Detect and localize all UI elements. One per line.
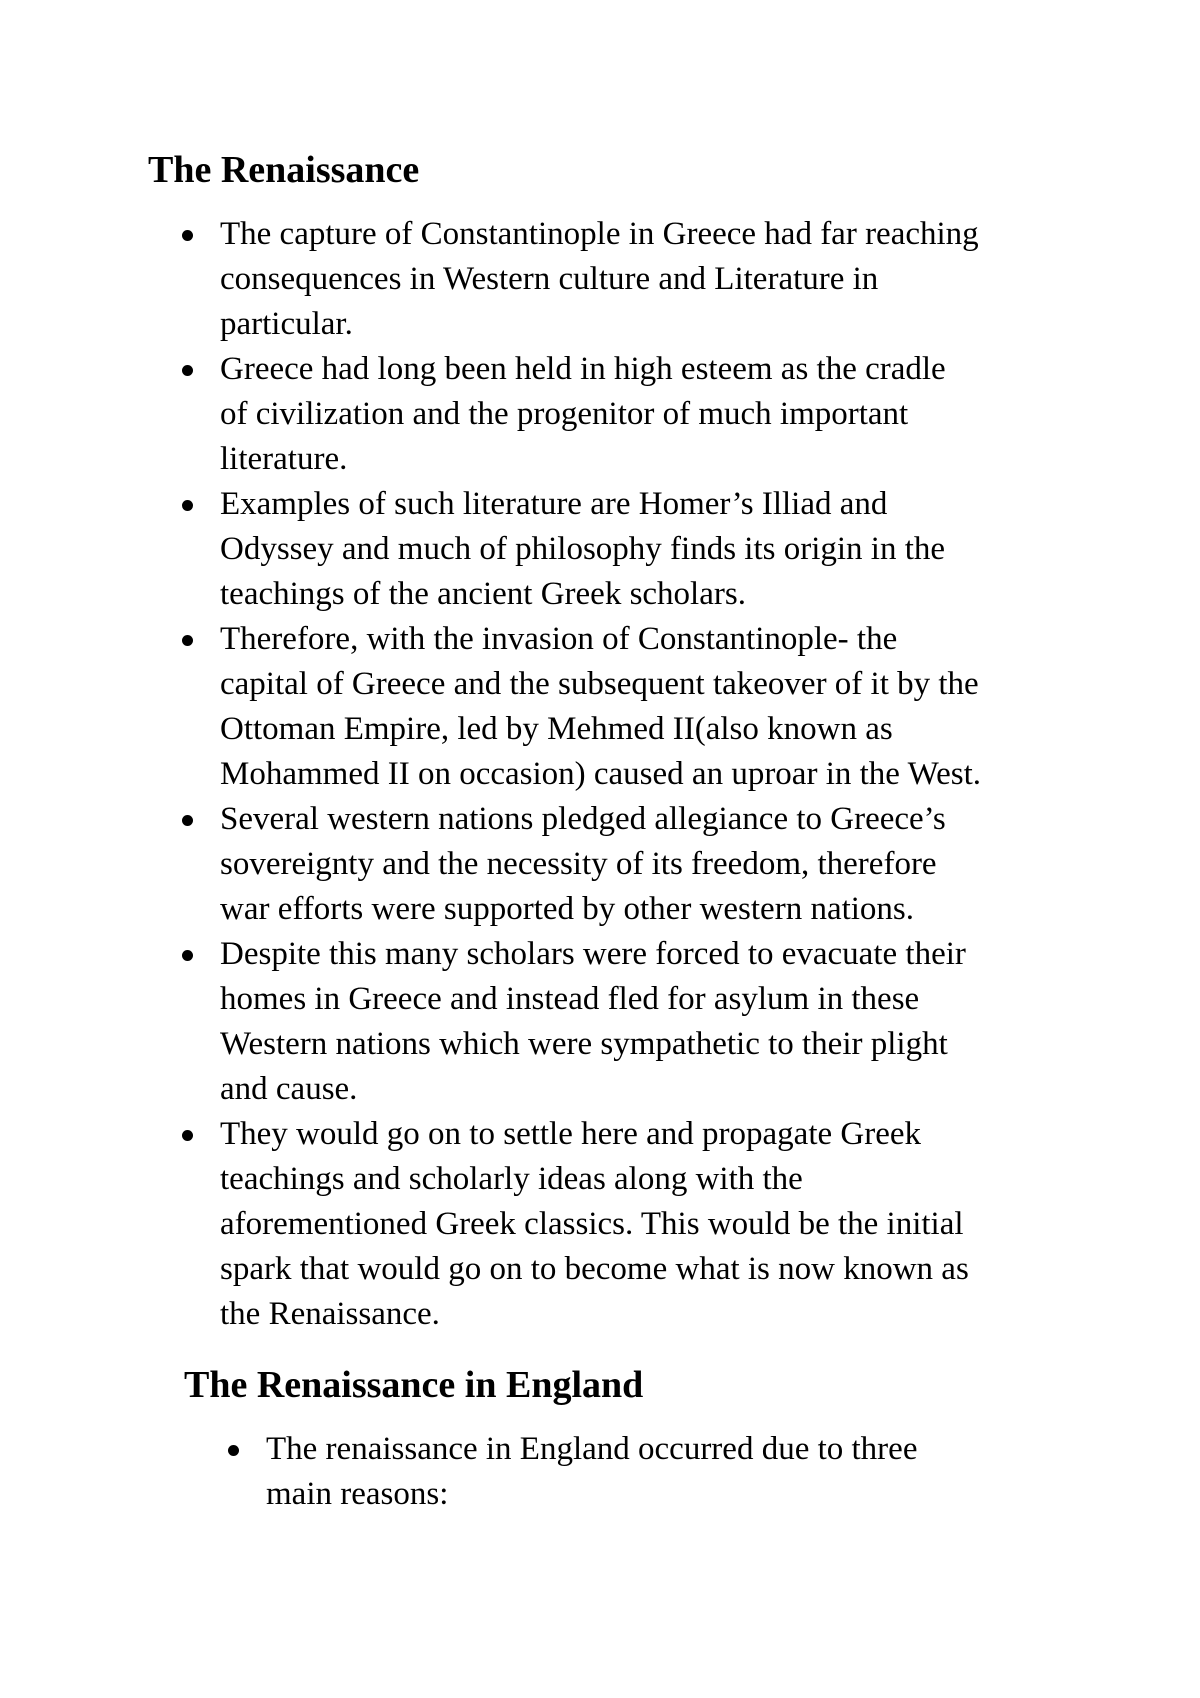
bullet-dot-icon	[182, 950, 193, 961]
bullet-text-line: homes in Greece and instead fled for asylum in these	[220, 981, 920, 1017]
bullet-text-line: Several western nations pledged allegiance to Greece’s	[220, 801, 946, 837]
bullet-text-line: capital of Greece and the subsequent takeover of it by the	[220, 666, 979, 702]
bullet-text-line: and cause.	[220, 1071, 358, 1107]
bullet-text-line: spark that would go on to become what is now known as	[220, 1251, 969, 1287]
bullet-text-line: Greece had long been held in high esteem as the cradle	[220, 351, 946, 387]
bullet-text-line: They would go on to settle here and propagate Greek	[220, 1116, 922, 1152]
bullet-text-line: The capture of Constantinople in Greece had far reaching	[220, 216, 979, 252]
list-item	[176, 932, 1076, 1112]
list-item	[176, 212, 1076, 347]
bullet-text-line: teachings of the ancient Greek scholars.	[220, 576, 746, 612]
bullet-text-line: Examples of such literature are Homer’s Illiad and	[220, 486, 888, 522]
bullet-text-line: Despite this many scholars were forced to evacuate their	[220, 936, 966, 972]
bullet-text-line: of civilization and the progenitor of much important	[220, 396, 909, 432]
bullet-text-line: Western nations which were sympathetic to their plight	[220, 1026, 948, 1062]
list-item	[222, 1427, 1052, 1517]
bullet-dot-icon	[182, 815, 193, 826]
bullet-dot-icon	[182, 365, 193, 376]
bullet-text-line: sovereignty and the necessity of its freedom, therefore	[220, 846, 937, 882]
bullet-text-line: aforementioned Greek classics. This would be the initial	[220, 1206, 964, 1242]
bullet-text-line: the Renaissance.	[220, 1296, 440, 1332]
list-item	[176, 347, 1076, 482]
bullet-text-line: Mohammed II on occasion) caused an uproar in the West.	[220, 756, 981, 792]
bullet-text-line: Ottoman Empire, led by Mehmed II(also known as	[220, 711, 893, 747]
bullet-dot-icon	[182, 1130, 193, 1141]
bullet-text-line: The renaissance in England occurred due to three	[266, 1431, 918, 1467]
bullet-text-line: Therefore, with the invasion of Constantinople- the	[220, 621, 898, 657]
bullet-text-line: literature.	[220, 441, 348, 477]
list-item	[176, 1112, 1076, 1337]
list-item	[176, 482, 1076, 617]
bullet-dot-icon	[182, 500, 193, 511]
list-item	[176, 617, 1076, 797]
bullet-dot-icon	[182, 230, 193, 241]
bullet-text-line: main reasons:	[266, 1476, 449, 1512]
section-heading-renaissance-england: The Renaissance in England	[184, 1364, 644, 1406]
bullet-text-line: teachings and scholarly ideas along with the	[220, 1161, 803, 1197]
bullet-text-line: consequences in Western culture and Literature in	[220, 261, 879, 297]
bullet-list-renaissance-england	[222, 1427, 1052, 1517]
bullet-dot-icon	[228, 1445, 239, 1456]
section-heading-renaissance: The Renaissance	[148, 149, 420, 191]
bullet-list-renaissance	[176, 212, 1076, 1337]
list-item	[176, 797, 1076, 932]
bullet-text-line: Odyssey and much of philosophy finds its origin in the	[220, 531, 946, 567]
bullet-dot-icon	[182, 635, 193, 646]
bullet-text-line: particular.	[220, 306, 353, 342]
bullet-text-line: war efforts were supported by other western nations.	[220, 891, 915, 927]
